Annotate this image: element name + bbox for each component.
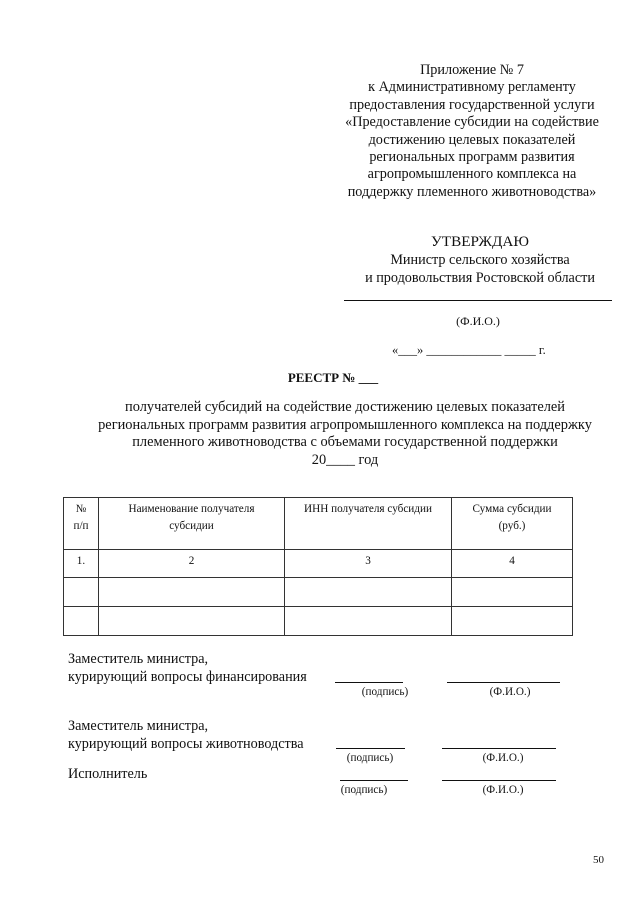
registry-desc-line: получателей субсидий на содействие достижению целевых показателей — [125, 399, 565, 415]
fio-label: (Ф.И.О.) — [482, 752, 524, 764]
table-cell — [64, 607, 99, 636]
table-cell — [452, 578, 573, 607]
minister-fio-label: (Ф.И.О.) — [456, 314, 500, 328]
table-row — [64, 550, 573, 578]
table-cell: 2 — [99, 550, 285, 578]
registry-title: РЕЕСТР № ___ — [287, 370, 379, 385]
table-cell — [64, 578, 99, 607]
deputy-finance-signature-line — [335, 682, 403, 683]
table-cell — [285, 607, 452, 636]
approval-date: «___» ____________ _____ г. — [392, 343, 546, 357]
approval-line: Министр сельского хозяйства — [390, 252, 570, 268]
registry-desc-line: региональных программ развития агропромышленного комплекса на поддержку — [98, 416, 592, 433]
table-cell: 3 — [285, 550, 452, 578]
table-header-row — [64, 498, 573, 550]
table-row — [64, 607, 573, 636]
page-number: 50 — [593, 854, 604, 866]
appendix-line: агропромышленного комплекса на — [367, 166, 577, 183]
registry-table — [63, 497, 573, 636]
table-cell: 4 — [452, 550, 573, 578]
appendix-header — [322, 62, 622, 201]
table-cell — [285, 578, 452, 607]
table-cell — [452, 607, 573, 636]
header-recipient-name: Наименование получателя субсидии — [99, 498, 285, 550]
fio-label: (Ф.И.О.) — [489, 686, 531, 698]
appendix-line: Приложение № 7 — [420, 62, 524, 78]
deputy-livestock-signature-line — [336, 748, 405, 749]
executor-fio-line — [442, 780, 556, 781]
table-cell: 1. — [64, 550, 99, 578]
signature-label: (подпись) — [346, 752, 394, 764]
deputy-livestock-fio-line — [442, 748, 556, 749]
registry-description — [60, 399, 630, 469]
appendix-line: поддержку племенного животноводства» — [347, 183, 597, 200]
appendix-line: «Предоставление субсидии на содействие — [345, 114, 599, 131]
appendix-line: достижению целевых показателей — [368, 131, 576, 148]
deputy-livestock-label: Заместитель министра, курирующий вопросы животноводства — [68, 718, 304, 752]
header-inn: ИНН получателя субсидии — [285, 498, 452, 550]
signature-label: (подпись) — [361, 686, 409, 698]
executor-signature-line — [340, 780, 408, 781]
approval-line: и продовольствия Ростовской области — [365, 270, 595, 286]
registry-desc-line: 20____ год — [311, 451, 379, 468]
appendix-line: региональных программ развития — [369, 149, 575, 166]
executor-label: Исполнитель — [68, 766, 148, 782]
registry-desc-line: племенного животноводства с объемами государственной поддержки — [132, 434, 558, 451]
table-cell — [99, 607, 285, 636]
approval-title: УТВЕРЖДАЮ — [431, 233, 529, 250]
approval-block — [340, 233, 620, 287]
minister-signature-line — [344, 300, 612, 301]
table-cell — [99, 578, 285, 607]
header-amount: Сумма субсидии (руб.) — [452, 498, 573, 550]
appendix-line: предоставления государственной услуги — [349, 96, 595, 113]
fio-label: (Ф.И.О.) — [482, 784, 524, 796]
appendix-line: к Административному регламенту — [368, 79, 576, 96]
signature-label: (подпись) — [340, 784, 388, 796]
deputy-finance-label: Заместитель министра, курирующий вопросы финансирования — [68, 651, 307, 685]
deputy-finance-fio-line — [447, 682, 560, 683]
table-row — [64, 578, 573, 607]
header-number: № п/п — [64, 498, 99, 550]
